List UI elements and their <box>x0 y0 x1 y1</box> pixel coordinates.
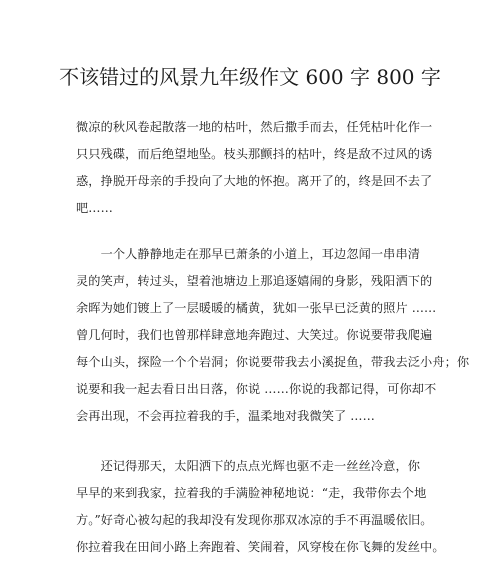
text-line: 早早的来到我家，拉着我的手满脸神秘地说：“走，我带你去个地 <box>76 486 427 500</box>
text-line: 一个人静静地走在那早已萧条的小道上，耳边忽闻一串串清 <box>76 247 421 261</box>
text-line: 每个山头，探险一个个岩洞；你说要带我去小溪捉鱼，带我去泛小舟；你 <box>76 355 470 369</box>
text-line: 说要和我一起去看日出日落，你说 ……你说的我都记得，可你却不 <box>76 382 437 396</box>
paragraph-3 <box>76 453 456 561</box>
text-line: 灵的笑声，转过头，望着池塘边上那追逐嬉闹的身影，残阳洒下的 <box>76 274 433 288</box>
text-line: 你拉着我在田间小路上奔跑着、笑闹着，风穿梭在你飞舞的发丝中。 <box>76 540 445 554</box>
text-line: 方。”好奇心被勾起的我却没有发现你那双冰凉的手不再温暖依旧。 <box>76 513 433 527</box>
text-line: 会再出现，不会再拉着我的手，温柔地对我微笑了 …… <box>76 409 375 423</box>
article-title: 不该错过的风景九年级作文 600 字 800 字 <box>59 65 441 89</box>
text-line: 吧…… <box>76 201 113 215</box>
text-line: 曾几何时，我们也曾那样肆意地奔跑过、大笑过。你说要带我爬遍 <box>76 328 433 342</box>
text-line: 微凉的秋风卷起散落一地的枯叶，然后撒手而去，任凭枯叶化作一 <box>76 120 433 134</box>
text-line: 只只残碟，而后绝望地坠。枝头那颤抖的枯叶，终是敌不过风的诱 <box>76 147 433 161</box>
paragraph-1 <box>76 114 456 222</box>
text-line: 还记得那天，太阳洒下的点点光辉也驱不走一丝丝冷意，你 <box>76 459 421 473</box>
text-line: 余晖为她们镀上了一层暖暖的橘黄，犹如一张早已泛黄的照片 …… <box>76 301 437 315</box>
text-line: 惑，挣脱开母亲的手投向了大地的怀抱。离开了的，终是回不去了 <box>76 174 433 188</box>
paragraph-2 <box>76 241 470 430</box>
